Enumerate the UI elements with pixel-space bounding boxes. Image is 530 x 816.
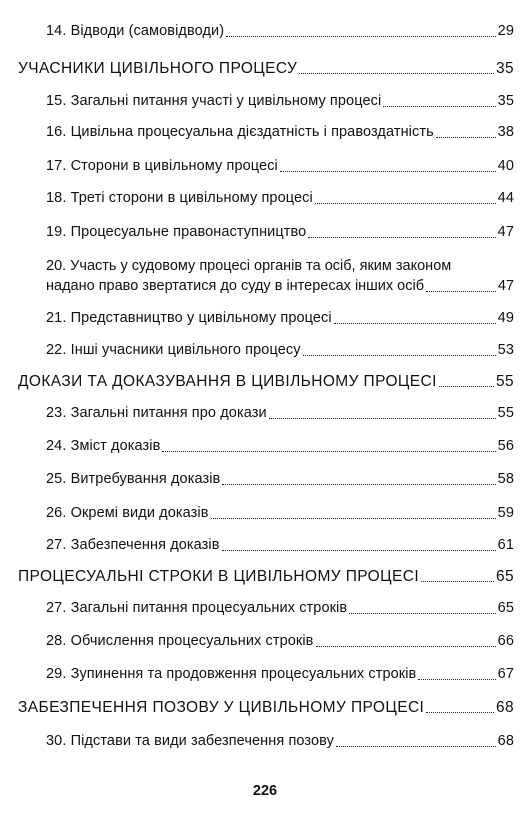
toc-section-title: ПРОЦЕСУАЛЬНІ СТРОКИ В ЦИВІЛЬНОМУ ПРОЦЕСІ	[18, 568, 420, 585]
dot-leader	[426, 291, 496, 292]
dot-leader	[349, 613, 495, 614]
toc-entry-title: 30. Підстави та види забезпечення позову	[46, 733, 335, 749]
toc-entry-page: 47	[497, 278, 514, 294]
toc-entry-title: 17. Сторони в цивільному процесі	[46, 158, 278, 174]
toc-entry-page: 49	[497, 310, 514, 326]
dot-leader	[436, 137, 496, 138]
toc-entry-multiline	[46, 256, 514, 296]
toc-entry-title-line2: надано право звертатися до суду в інтересах інших осіб	[46, 278, 425, 294]
dot-leader	[280, 171, 496, 172]
toc-entry-title: 28. Обчислення процесуальних строків	[46, 633, 314, 649]
toc-entry-page: 66	[497, 633, 514, 649]
toc-entry	[46, 342, 514, 359]
toc-entry-page: 65	[495, 568, 514, 585]
toc-entry-page: 59	[497, 505, 514, 521]
dot-leader	[162, 451, 495, 452]
toc-entry	[46, 666, 514, 683]
dot-leader	[269, 418, 496, 419]
toc-entry-page: 44	[497, 190, 514, 206]
toc-entry-title: 23. Загальні питання про докази	[46, 405, 267, 421]
toc-entry-page: 56	[497, 438, 514, 454]
toc-entry	[46, 733, 514, 750]
toc-entry-title: 21. Представництво у цивільному процесі	[46, 310, 332, 326]
dot-leader	[308, 237, 495, 238]
toc-entry-page: 58	[497, 471, 514, 487]
dot-leader	[303, 355, 496, 356]
dot-leader	[222, 550, 496, 551]
toc-entry-page: 47	[497, 224, 514, 240]
dot-leader	[316, 646, 496, 647]
toc-section-heading	[18, 699, 514, 716]
toc-entry-title: 15. Загальні питання участі у цивільному процесі	[46, 93, 382, 109]
toc-entry-page: 53	[497, 342, 514, 358]
dot-leader	[334, 323, 496, 324]
toc-entry-page: 35	[497, 93, 514, 109]
toc-entry	[46, 633, 514, 650]
toc-entry	[46, 158, 514, 175]
dot-leader	[222, 484, 495, 485]
dot-leader	[439, 386, 494, 387]
toc-entry-page: 67	[497, 666, 514, 682]
toc-entry	[46, 600, 514, 617]
toc-entry	[46, 505, 514, 522]
toc-entry	[46, 405, 514, 422]
dot-leader	[421, 581, 494, 582]
toc-entry-page: 61	[497, 537, 514, 553]
toc-entry	[46, 190, 514, 207]
page-number: 226	[252, 783, 278, 799]
toc-entry-title: 18. Треті сторони в цивільному процесі	[46, 190, 313, 206]
toc-entry-title: 16. Цивільна процесуальна дієздатність і правоздатність	[46, 124, 434, 140]
toc-entry	[46, 438, 514, 455]
dot-leader	[426, 712, 494, 713]
toc-section-title: ЗАБЕЗПЕЧЕННЯ ПОЗОВУ У ЦИВІЛЬНОМУ ПРОЦЕСІ	[18, 699, 425, 716]
toc-entry-title: 29. Зупинення та продовження процесуальних строків	[46, 666, 417, 682]
toc-section-heading	[18, 568, 514, 585]
toc-entry-title: 24. Зміст доказів	[46, 438, 161, 454]
toc-entry-page: 29	[497, 23, 514, 39]
toc-entry-title: 27. Забезпечення доказів	[46, 537, 220, 553]
toc-section-title: ДОКАЗИ ТА ДОКАЗУВАННЯ В ЦИВІЛЬНОМУ ПРОЦЕСІ	[18, 373, 437, 390]
toc-entry	[46, 23, 514, 40]
toc-entry-title: 25. Витребування доказів	[46, 471, 221, 487]
toc-entry	[46, 224, 514, 241]
dot-leader	[383, 106, 495, 107]
toc-entry-page: 68	[495, 699, 514, 716]
toc-entry-title: 22. Інші учасники цивільного процесу	[46, 342, 301, 358]
toc-entry-page: 40	[497, 158, 514, 174]
toc-entry-title: 14. Відводи (самовідводи)	[46, 23, 225, 39]
toc-entry-line2	[46, 276, 514, 296]
toc-entry	[46, 93, 514, 110]
toc-entry-page: 55	[495, 373, 514, 390]
dot-leader	[418, 679, 495, 680]
toc-entry	[46, 310, 514, 327]
toc-entry	[46, 471, 514, 488]
toc-entry-page: 68	[497, 733, 514, 749]
toc-section-heading	[18, 373, 514, 390]
toc-entry-page: 55	[497, 405, 514, 421]
dot-leader	[299, 73, 494, 74]
dot-leader	[315, 203, 496, 204]
dot-leader	[226, 36, 496, 37]
toc-entry-title: 26. Окремі види доказів	[46, 505, 209, 521]
toc-section-heading	[18, 60, 514, 77]
dot-leader	[336, 746, 496, 747]
toc-entry-title: 27. Загальні питання процесуальних строків	[46, 600, 348, 616]
toc-entry	[46, 537, 514, 554]
toc-section-title: УЧАСНИКИ ЦИВІЛЬНОГО ПРОЦЕСУ	[18, 60, 298, 77]
toc-entry-title-line1: 20. Участь у судовому процесі органів та осіб, яким законом	[46, 258, 452, 274]
toc-entry-page: 65	[497, 600, 514, 616]
dot-leader	[211, 518, 496, 519]
toc-entry	[46, 124, 514, 141]
toc-entry-page: 38	[497, 124, 514, 140]
toc-entry-page: 35	[495, 60, 514, 77]
toc-entry-title: 19. Процесуальне правонаступництво	[46, 224, 307, 240]
